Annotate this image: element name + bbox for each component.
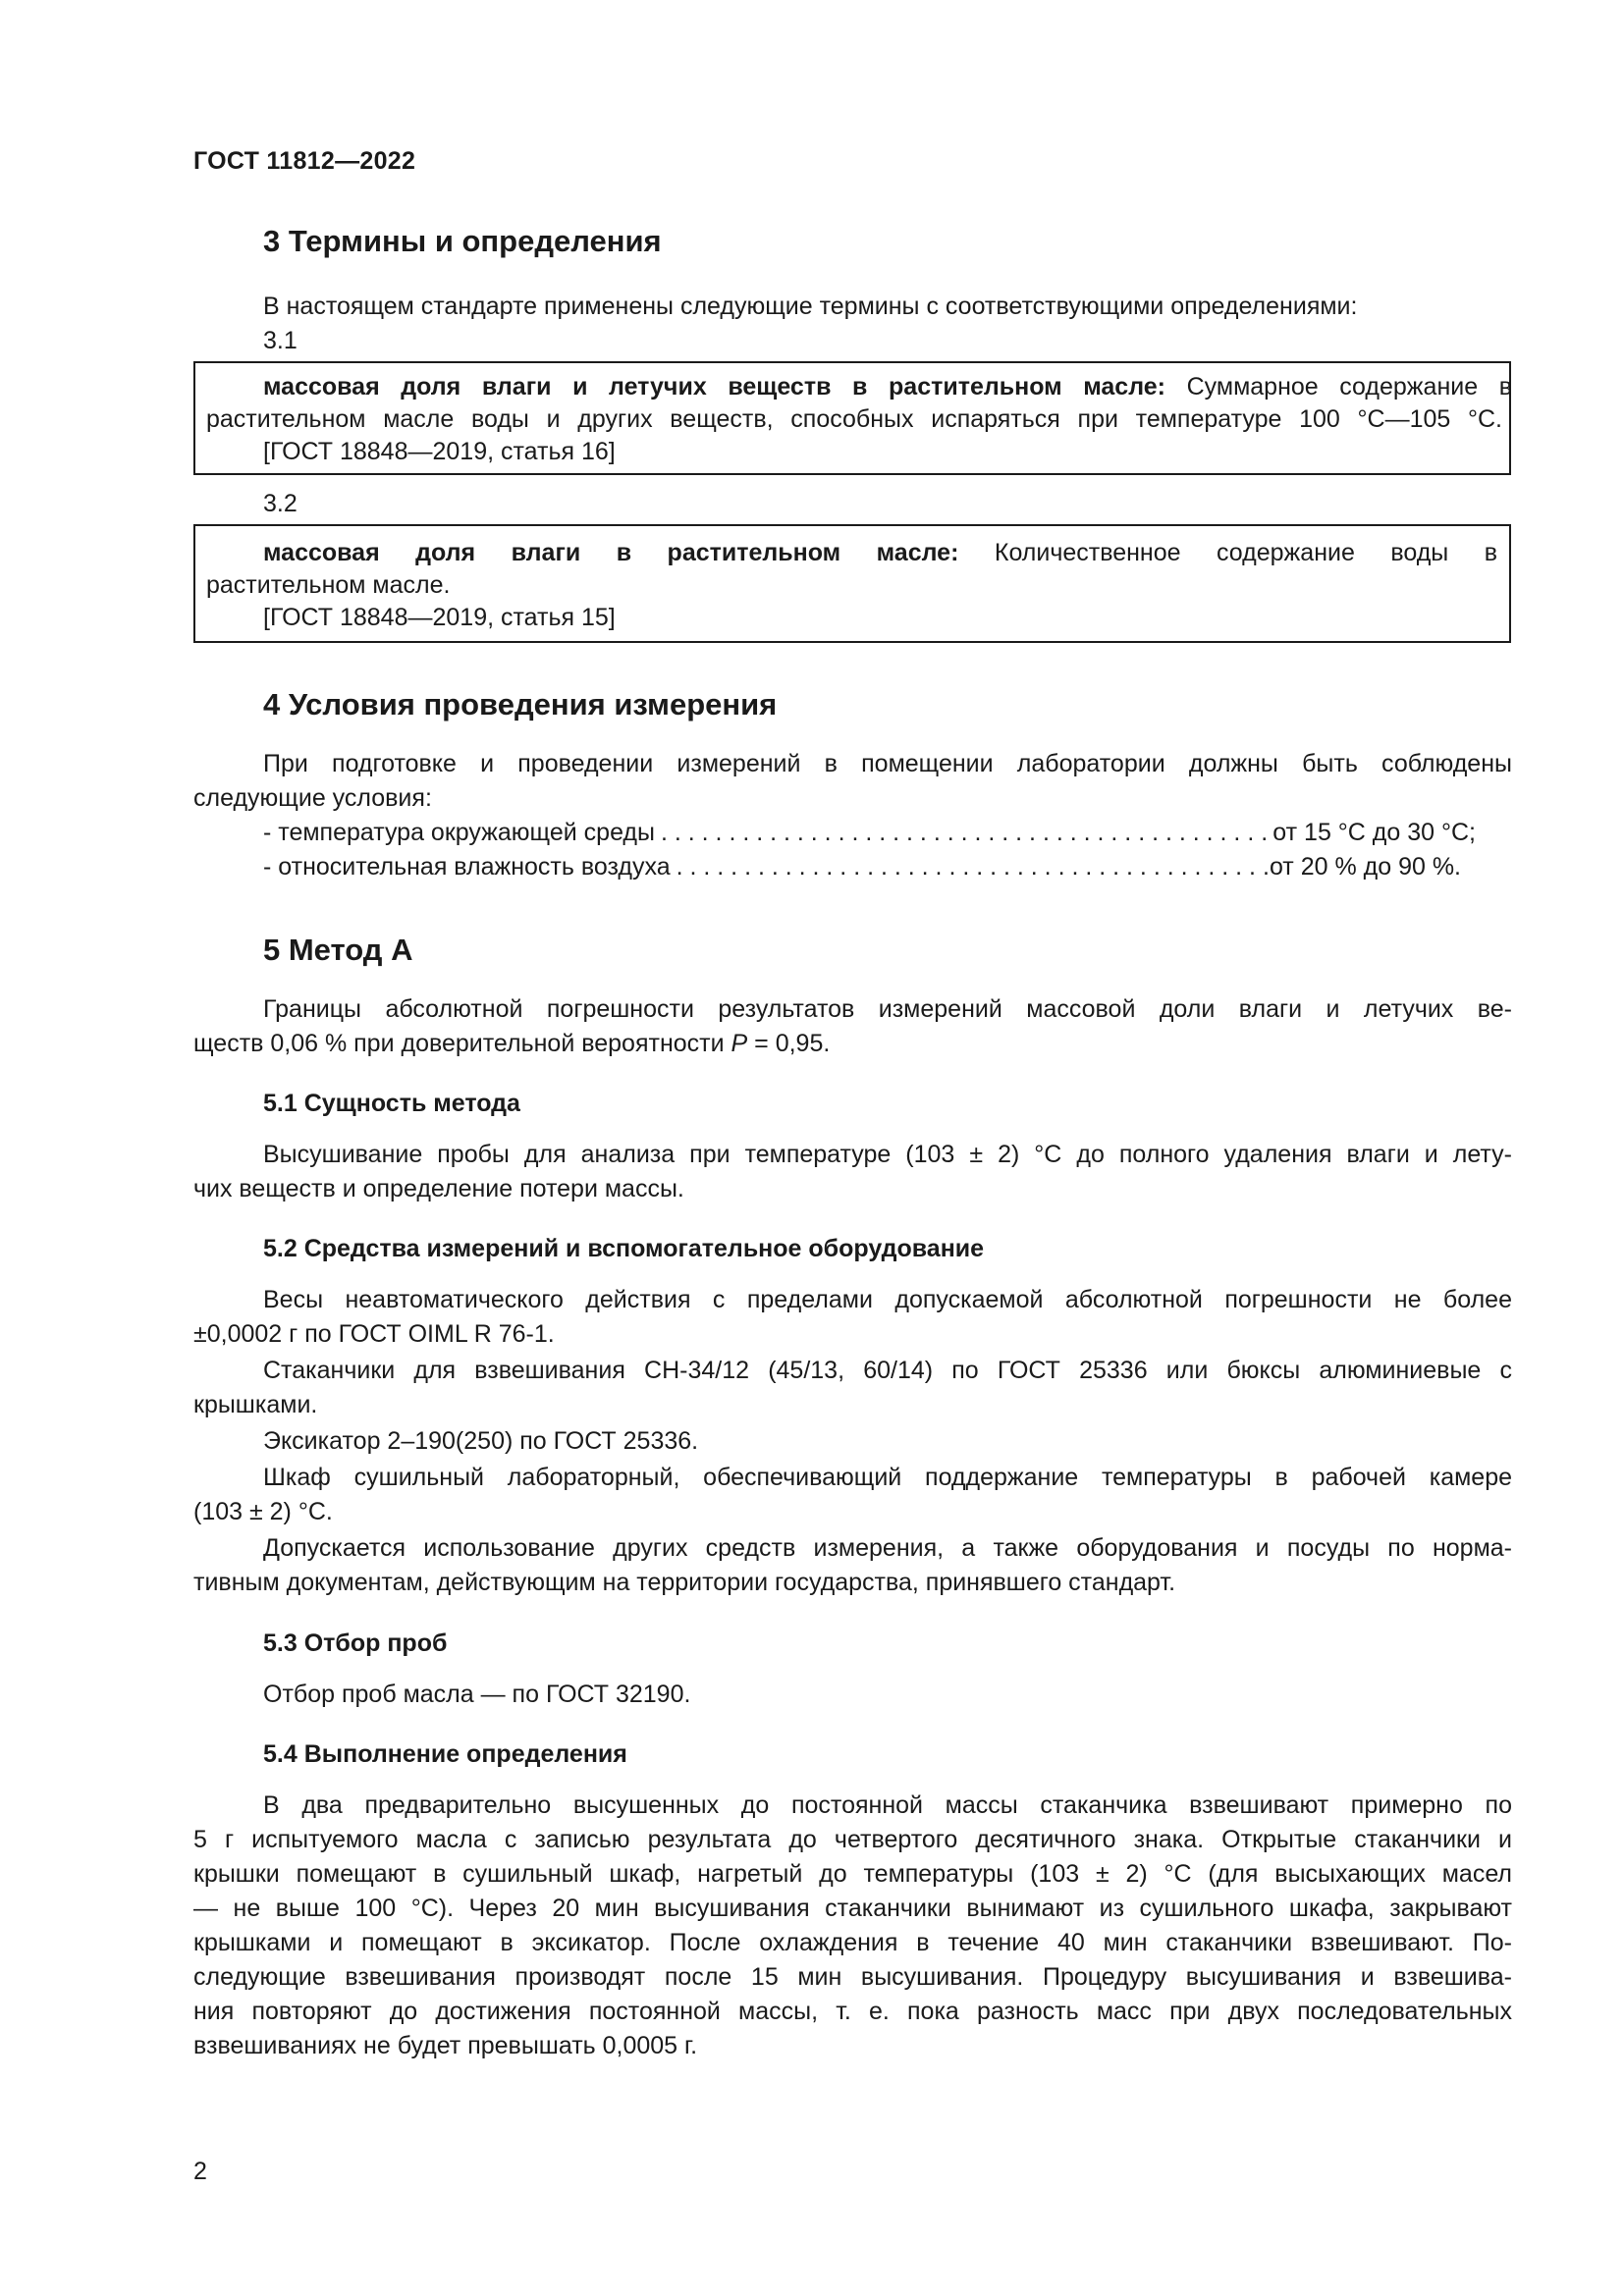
term-3-1-term: массовая доля влаги и летучих веществ в растительном масле: (263, 373, 1165, 400)
section-5-4-line: следующие взвешивания производят после 15 мин высушивания. Процедуру высушивания и взвешива- (193, 1963, 1512, 1991)
section-5-4-line: крышки помещают в сушильный шкаф, нагретый до температуры (103 ± 2) °C (для высыхающих масел (193, 1860, 1512, 1888)
leader-dots (655, 819, 1272, 847)
term-3-2-source: [ГОСТ 18848—2019, статья 15] (263, 604, 616, 631)
section-5-2-line: Шкаф сушильный лабораторный, обеспечивающий поддержание температуры в рабочей камере (263, 1464, 1512, 1491)
section-5-2-line: ±0,0002 г по ГОСТ OIML R 76-1. (193, 1320, 555, 1348)
section-5-2-title: 5.2 Средства измерений и вспомогательное оборудование (263, 1235, 985, 1262)
page-number: 2 (193, 2158, 207, 2185)
section-5-3-title: 5.3 Отбор проб (263, 1629, 448, 1657)
condition-value: от 15 °C до 30 °C; (1272, 819, 1476, 846)
term-3-1-def-start: Суммарное содержание в (1186, 373, 1512, 400)
term-3-1-line2: растительном масле воды и других веществ, способных испаряться при температуре 100 °C—105 °C. (206, 405, 1502, 433)
section-5-2-line: Эксикатор 2–190(250) по ГОСТ 25336. (263, 1427, 699, 1455)
leader-dots (671, 853, 1270, 881)
section-5-2-line: Стаканчики для взвешивания СН-34/12 (45/13, 60/14) по ГОСТ 25336 или бюксы алюминиевые с (263, 1357, 1512, 1384)
term-3-1-line1 (263, 373, 1512, 401)
section-5-4-line: — не выше 100 °C). Через 20 мин высушивания стаканчики вынимают из сушильного шкафа, закрывают (193, 1895, 1512, 1922)
term-3-2-word: массовая (263, 539, 380, 566)
term-3-2-def-word: содержание (1217, 539, 1355, 566)
term-3-2-def-word: воды (1390, 539, 1449, 566)
condition-humidity (263, 853, 1461, 881)
section-5-4-line: взвешиваниях не будет превышать 0,0005 г. (193, 2032, 698, 2059)
section-3-title: 3 Термины и определения (263, 224, 662, 258)
section-5-3-line: Отбор проб масла — по ГОСТ 32190. (263, 1681, 691, 1708)
section-5-4-line: В два предварительно высушенных до постоянной массы стаканчика взвешивают примерно по (263, 1791, 1512, 1819)
condition-label: - температура окружающей среды (263, 819, 655, 846)
condition-temperature (263, 819, 1476, 847)
term-3-1-source: [ГОСТ 18848—2019, статья 16] (263, 438, 616, 465)
section-5-1-line1: Высушивание пробы для анализа при температуре (103 ± 2) °C до полного удаления влаги и лету- (263, 1141, 1512, 1168)
section-5-4-title: 5.4 Выполнение определения (263, 1740, 627, 1768)
section-5-4-line: ния повторяют до достижения постоянной массы, т. е. пока разность масс при двух последовательных (193, 1998, 1512, 2025)
condition-value: от 20 % до 90 %. (1269, 853, 1461, 881)
term-3-2-word: масле: (876, 539, 959, 566)
section-5-2-line: крышками. (193, 1391, 318, 1418)
section-5-2-line: тивным документам, действующим на территории государства, принявшего стандарт. (193, 1569, 1176, 1596)
section-4-title: 4 Условия проведения измерения (263, 687, 778, 721)
term-3-2-word: влаги (511, 539, 581, 566)
section-5-para-line2 (193, 1030, 830, 1058)
section-5-4-line: 5 г испытуемого масла с записью результата до четвертого десятичного знака. Открытые стаканчики и (193, 1826, 1512, 1853)
section-5-4-line: крышками и помещают в эксикатор. После охлаждения в течение 40 мин стаканчики взвешивают. По- (193, 1929, 1512, 1956)
para-text: ществ 0,06 % при доверительной вероятности (193, 1030, 731, 1057)
condition-label: - относительная влажность воздуха (263, 853, 671, 881)
section-5-1-line2: чих веществ и определение потери массы. (193, 1175, 684, 1202)
probability-variable: P (731, 1030, 748, 1057)
term-3-2-number: 3.2 (263, 490, 298, 517)
term-3-2-word: в (616, 539, 632, 566)
section-5-para-line1: Границы абсолютной погрешности результатов измерений массовой доли влаги и летучих ве- (263, 995, 1512, 1023)
section-4-para-line1: При подготовке и проведении измерений в помещении лаборатории должны быть соблюдены (263, 750, 1512, 777)
document-header: ГОСТ 11812—2022 (193, 147, 416, 175)
term-3-2-word: растительном (667, 539, 841, 566)
section-4-para-line2: следующие условия: (193, 784, 432, 812)
term-3-1-number: 3.1 (263, 327, 298, 354)
section-3-intro: В настоящем стандарте применены следующие термины с соответствующими определениями: (263, 293, 1358, 320)
term-3-2-word: доля (415, 539, 476, 566)
term-3-2-line2: растительном масле. (206, 571, 451, 599)
section-5-2-line: Весы неавтоматического действия с пределами допускаемой абсолютной погрешности не более (263, 1286, 1512, 1313)
section-5-title: 5 Метод А (263, 933, 413, 967)
term-3-2-def-word: Количественное (994, 539, 1181, 566)
term-3-2-def-word: в (1484, 539, 1498, 566)
section-5-2-line: Допускается использование других средств измерения, а также оборудования и посуды по норма- (263, 1534, 1512, 1562)
section-5-1-title: 5.1 Сущность метода (263, 1090, 520, 1117)
term-3-2-line1 (263, 539, 1497, 567)
para-text: = 0,95. (747, 1030, 831, 1057)
section-5-2-line: (103 ± 2) °C. (193, 1498, 333, 1525)
